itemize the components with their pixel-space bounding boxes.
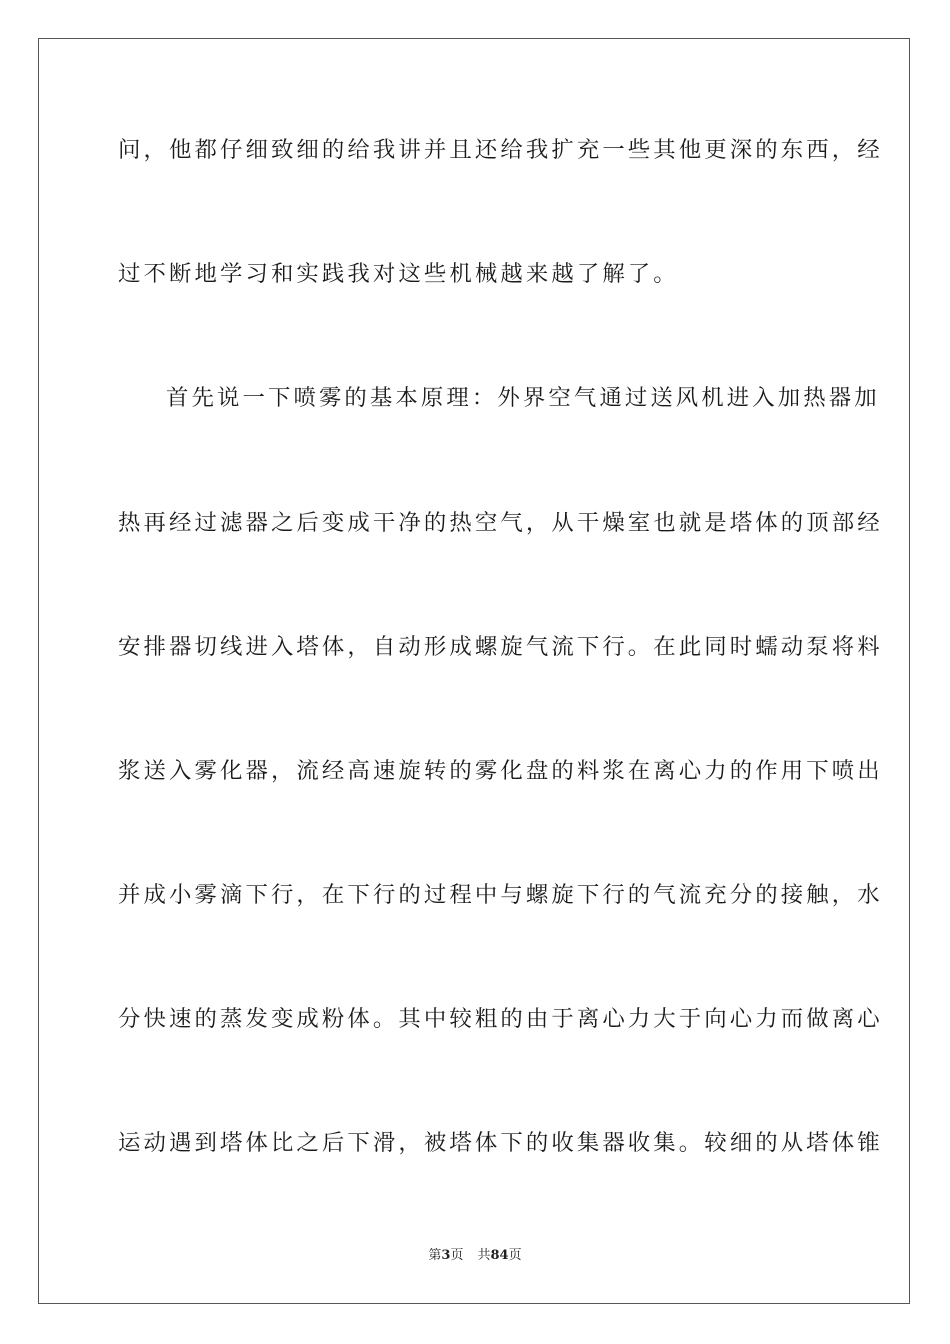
text-line-6: 浆送入雾化器，流经高速旋转的雾化盘的料浆在离心力的作用下喷出: [118, 758, 883, 784]
page-prefix: 第: [428, 1248, 442, 1263]
text-line-4: 热再经过滤器之后变成干净的热空气，从干燥室也就是塔体的顶部经: [118, 510, 883, 536]
text-line-8: 分快速的蒸发变成粉体。其中较粗的由于离心力大于向心力而做离心: [118, 1006, 883, 1032]
page-number: 3: [441, 1248, 451, 1263]
text-line-5: 安排器切线进入塔体，自动形成螺旋气流下行。在此同时蠕动泵将料: [118, 634, 883, 660]
total-suffix: 页: [508, 1248, 522, 1263]
total-prefix: 共: [477, 1248, 491, 1263]
text-line-1: 问，他都仔细致细的给我讲并且还给我扩充一些其他更深的东西，经: [118, 137, 883, 163]
text-line-9: 运动遇到塔体比之后下滑，被塔体下的收集器收集。较细的从塔体锥: [118, 1130, 883, 1156]
total-pages: 84: [490, 1248, 509, 1263]
page-footer: [0, 1246, 950, 1266]
text-line-2: 过不断地学习和实践我对这些机械越来越了解了。: [118, 261, 679, 287]
text-line-7: 并成小雾滴下行，在下行的过程中与螺旋下行的气流充分的接触，水: [118, 882, 883, 908]
page-suffix: 页: [450, 1248, 464, 1263]
page-border: [38, 38, 910, 1304]
text-line-3: 首先说一下喷雾的基本原理：外界空气通过送风机进入加热器加: [166, 385, 880, 411]
